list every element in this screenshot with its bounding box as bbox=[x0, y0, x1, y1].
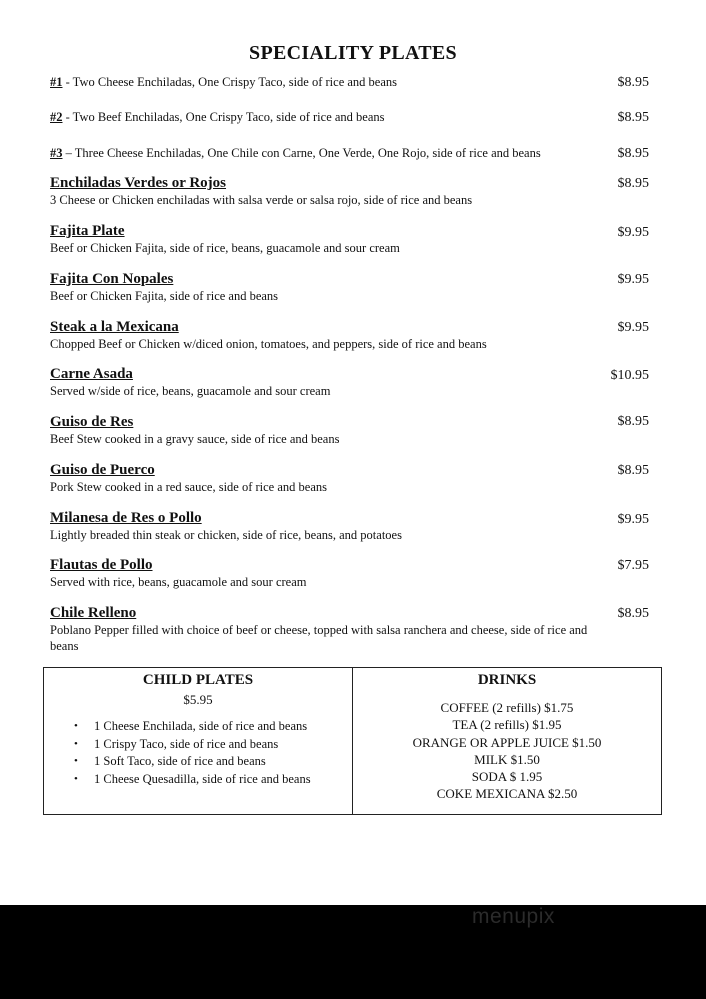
item-description: Poblano Pepper filled with choice of beef or cheese, topped with salsa ranchera and cheese, side of rice and beans bbox=[50, 623, 588, 653]
item-price: $8.95 bbox=[617, 146, 649, 161]
drinks-title: DRINKS bbox=[477, 672, 537, 688]
item-description: Chopped Beef or Chicken w/diced onion, tomatoes, and peppers, side of rice and beans bbox=[50, 337, 487, 351]
menu-item bbox=[50, 223, 650, 256]
item-description: Beef Stew cooked in a gravy sauce, side of rice and beans bbox=[50, 432, 340, 446]
item-name: Milanesa de Res o Pollo bbox=[50, 510, 202, 526]
item-description: 3 Cheese or Chicken enchiladas with salsa verde or salsa rojo, side of rice and beans bbox=[50, 193, 473, 207]
child-plates-section bbox=[44, 668, 353, 814]
item-name: Fajita Con Nopales bbox=[50, 271, 174, 287]
item-description: Served w/side of rice, beans, guacamole and sour cream bbox=[50, 384, 331, 398]
item-name: Fajita Plate bbox=[50, 223, 125, 239]
footer-bar bbox=[0, 905, 706, 999]
drinks-section bbox=[353, 668, 661, 814]
child-plates-price: $5.95 bbox=[183, 692, 213, 707]
menu-item bbox=[50, 366, 650, 399]
item-price: $7.95 bbox=[617, 558, 649, 573]
menu-item bbox=[50, 175, 650, 208]
menu-item bbox=[50, 414, 650, 447]
item-price: $9.95 bbox=[617, 225, 649, 240]
item-number: #1 bbox=[50, 75, 63, 89]
item-description: Lightly breaded thin steak or chicken, side of rice, beans, and potatoes bbox=[50, 528, 402, 542]
child-plates-list bbox=[44, 718, 352, 788]
menu-item bbox=[50, 605, 605, 654]
item-name: Carne Asada bbox=[50, 366, 133, 382]
item-price: $8.95 bbox=[617, 463, 649, 478]
page-title: SPECIALITY PLATES bbox=[249, 42, 457, 64]
menu-item bbox=[50, 462, 650, 495]
item-price: $9.95 bbox=[617, 512, 649, 527]
item-number: #3 bbox=[50, 146, 63, 160]
menu-item bbox=[50, 319, 650, 352]
item-description: Beef or Chicken Fajita, side of rice and beans bbox=[50, 289, 279, 303]
item-number: #2 bbox=[50, 110, 63, 124]
item-name: Enchiladas Verdes or Rojos bbox=[50, 175, 227, 191]
menu-item-3 bbox=[50, 146, 610, 161]
child-plates-title: CHILD PLATES bbox=[142, 672, 254, 688]
list-item: COKE MEXICANA $2.50 bbox=[436, 786, 578, 802]
item-description: Beef or Chicken Fajita, side of rice, beans, guacamole and sour cream bbox=[50, 241, 400, 255]
item-price: $8.95 bbox=[617, 75, 649, 90]
watermark: menupix bbox=[472, 905, 555, 928]
menu-item bbox=[50, 510, 650, 543]
item-price: $9.95 bbox=[617, 272, 649, 287]
list-item: COFFEE (2 refills) $1.75 bbox=[440, 700, 574, 715]
item-description: Pork Stew cooked in a red sauce, side of rice and beans bbox=[50, 480, 327, 494]
menu-item bbox=[50, 271, 650, 304]
menu-item bbox=[50, 557, 650, 590]
item-name: Guiso de Puerco bbox=[50, 462, 155, 478]
item-description: - Two Beef Enchiladas, One Crispy Taco, side of rice and beans bbox=[62, 110, 385, 124]
item-name: Flautas de Pollo bbox=[50, 557, 153, 573]
list-item: • 1 Cheese Quesadilla, side of rice and beans bbox=[74, 771, 352, 789]
list-item: • 1 Crispy Taco, side of rice and beans bbox=[74, 736, 352, 754]
drinks-list bbox=[353, 699, 661, 803]
item-description: – Three Cheese Enchiladas, One Chile con Carne, One Verde, One Rojo, side of rice and beans bbox=[62, 146, 541, 160]
list-item: MILK $1.50 bbox=[474, 751, 540, 767]
extras-box bbox=[43, 667, 662, 815]
list-item: • 1 Soft Taco, side of rice and beans bbox=[74, 753, 352, 771]
item-price: $8.95 bbox=[617, 176, 649, 191]
menu-item-1 bbox=[50, 75, 650, 90]
item-name: Chile Relleno bbox=[50, 605, 137, 621]
list-item: ORANGE OR APPLE JUICE $1.50 bbox=[412, 734, 602, 750]
item-price: $10.95 bbox=[610, 368, 649, 383]
item-price: $8.95 bbox=[617, 606, 649, 621]
item-description: - Two Cheese Enchiladas, One Crispy Taco, side of rice and beans bbox=[62, 75, 397, 89]
item-name: Steak a la Mexicana bbox=[50, 319, 179, 335]
item-price: $8.95 bbox=[617, 110, 649, 125]
list-item: • 1 Cheese Enchilada, side of rice and beans bbox=[74, 718, 352, 736]
list-item: TEA (2 refills) $1.95 bbox=[452, 717, 562, 733]
item-price: $8.95 bbox=[617, 414, 649, 429]
item-price: $9.95 bbox=[617, 320, 649, 335]
item-name: Guiso de Res bbox=[50, 414, 134, 430]
list-item: SODA $ 1.95 bbox=[471, 769, 543, 785]
item-description: Served with rice, beans, guacamole and sour cream bbox=[50, 575, 307, 589]
menu-item-2 bbox=[50, 110, 650, 125]
